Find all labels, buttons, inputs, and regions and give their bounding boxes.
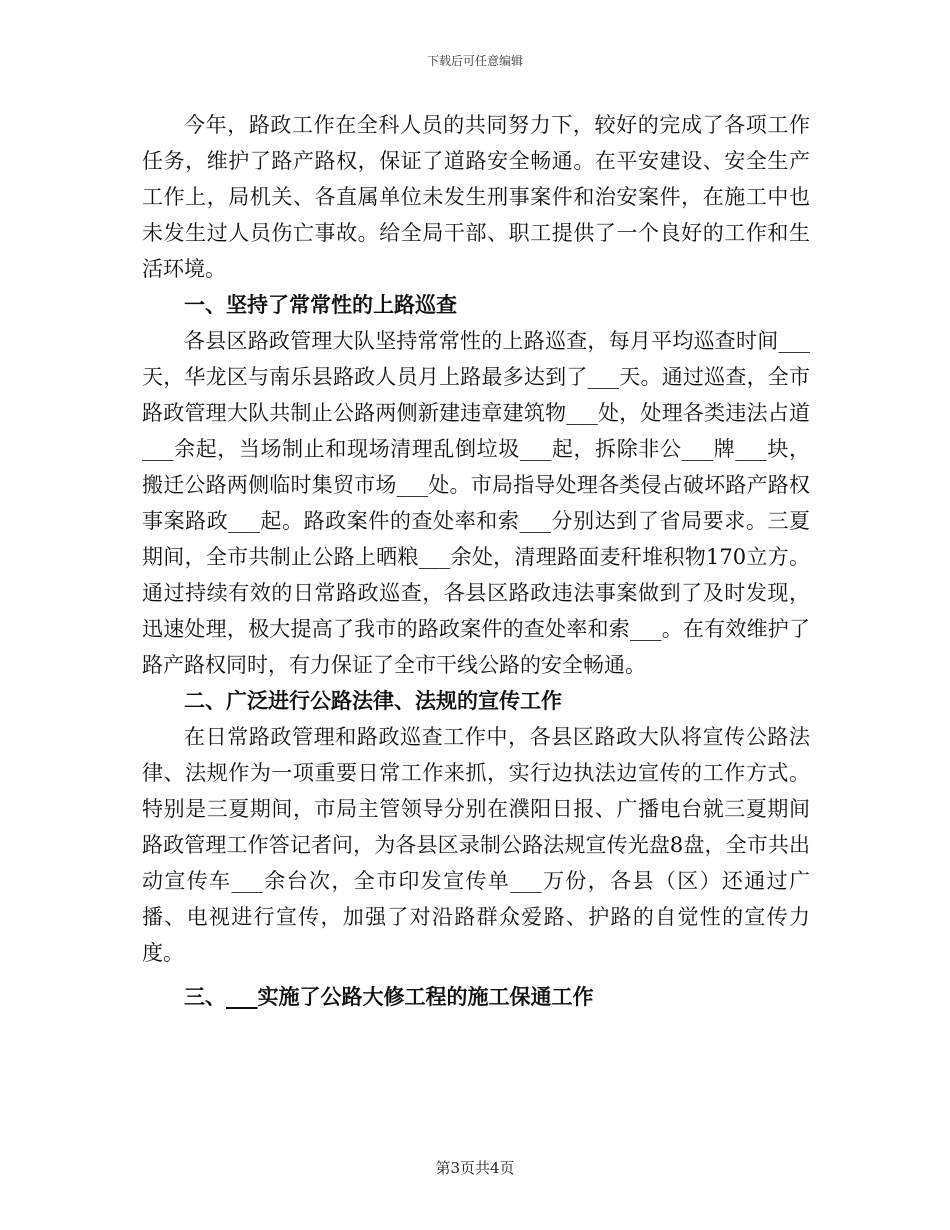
section-heading-3: 三、___实施了公路大修工程的施工保通工作 [184,985,594,1009]
page-number: 第3页共4页 [435,1159,515,1177]
section-1-paragraph: 各县区路政管理大队坚持常常性的上路巡查，每月平均巡查时间___天，华龙区与南乐县路政人员月上路最多达到了___天。通过巡查，全市路政管理大队共制止公路两侧新建违章建筑物___处，处理各类违法占道___余起，当场制止和现场清理乱倒垃圾___起，拆除非公___牌___块，搬迁公路两侧临时集贸市场___处。市局指导处理各类侵占破坏路产路权事案路政___起。路政案件的查处率和索___分别达到了省局要求。三夏期间，全市共制止公路上晒粮___余处，清理路面麦秆堆积物170立方。通过持续有效的日常路政巡查，各县区路政违法事案做到了及时发现，迅速处理，极大提高了我市的路政案件的查处率和索___。在有效维护了路产路权同时，有力保证了全市干线公路的安全畅通。 [142,329,810,677]
section-2-paragraph: 在日常路政管理和路政巡查工作中，各县区路政大队将宣传公路法律、法规作为一项重要日常工作来抓，实行边执法边宣传的工作方式。特别是三夏期间，市局主管领导分别在濮阳日报、广播电台就三夏期间路政管理工作答记者问，为各县区录制公路法规宣传光盘8盘，全市共出动宣传车___余台次，全市印发宣传单___万份，各县（区）还通过广播、电视进行宣传，加强了对沿路群众爱路、护路的自觉性的宣传力度。 [142,725,810,965]
page-header: 下载后可任意编辑 [426,54,523,68]
intro-paragraph: 今年，路政工作在全科人员的共同努力下，较好的完成了各项工作任务，维护了路产路权，保证了道路安全畅通。在平安建设、安全生产工作上，局机关、各直属单位未发生刑事案件和治安案件，在施工中也未发生过人员伤亡事故。给全局干部、职工提供了一个良好的工作和生活环境。 [142,113,810,281]
section-heading-2: 二、广泛进行公路法律、法规的宣传工作 [184,689,562,713]
section-heading-1: 一、坚持了常常性的上路巡查 [184,293,457,317]
document-body [142,107,810,1015]
